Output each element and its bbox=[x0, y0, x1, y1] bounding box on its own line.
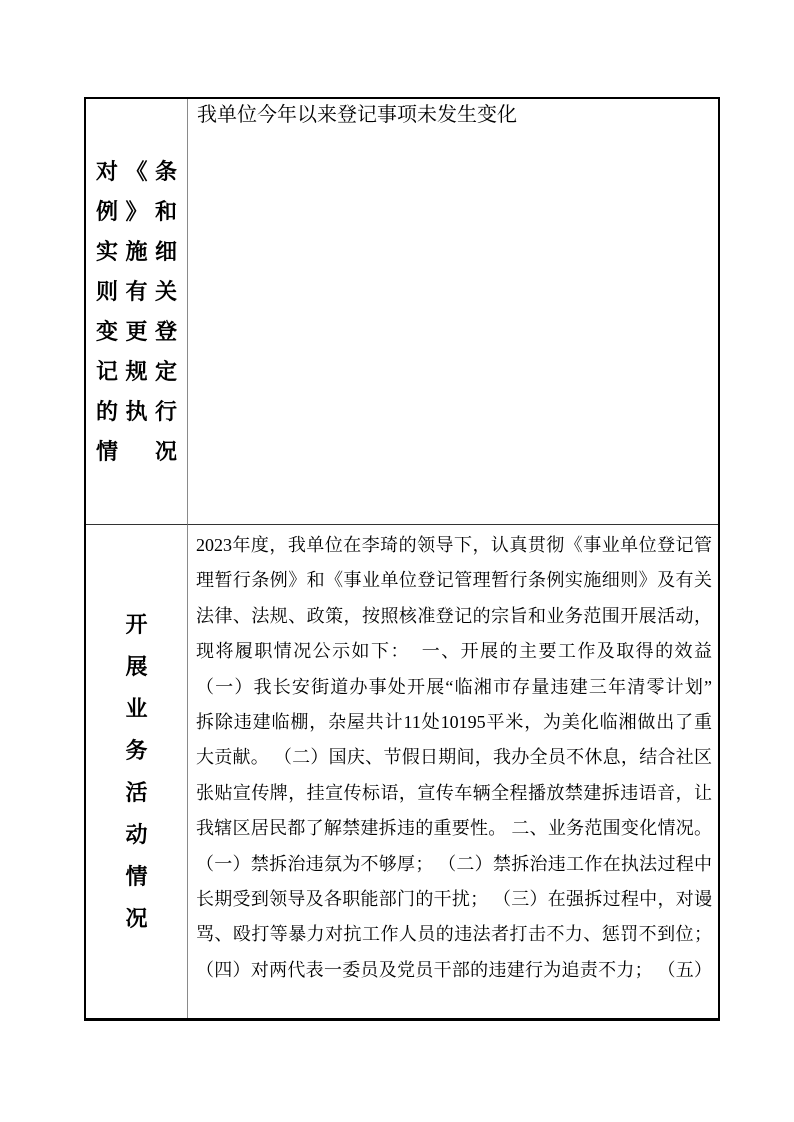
header-char: 展 bbox=[125, 653, 148, 679]
registration-report-table bbox=[84, 97, 720, 1021]
header-line: 情况 bbox=[96, 438, 177, 464]
header-char: 况 bbox=[125, 905, 148, 931]
header-line: 例》和 bbox=[96, 198, 177, 224]
paragraph-line: 骂、殴打等暴力对抗工作人员的违法者打击不力、惩罚不到位； bbox=[196, 924, 712, 945]
paragraph-line: 现将履职情况公示如下： 一、开展的主要工作及取得的效益 bbox=[196, 641, 712, 662]
header-char: 务 bbox=[125, 737, 148, 763]
paragraph-line: 理暂行条例》和《事业单位登记管理暂行条例实施细则》及有关 bbox=[196, 570, 712, 591]
header-char: 活 bbox=[125, 779, 148, 805]
header-line: 对《条 bbox=[96, 158, 177, 184]
header-line: 则有关 bbox=[96, 278, 177, 304]
header-line: 记规定 bbox=[96, 358, 177, 384]
paragraph-line: 长期受到领导及各职能部门的干扰； （三）在强拆过程中，对谩 bbox=[196, 889, 712, 910]
header-char: 开 bbox=[125, 611, 148, 637]
paragraph-line: （一）我长安街道办事处开展“临湘市存量违建三年清零计划” bbox=[196, 676, 712, 697]
business-activity-header-cell bbox=[86, 525, 188, 1018]
paragraph-line: （一）禁拆治违氛为不够厚； （二）禁拆治违工作在执法过程中 bbox=[196, 853, 712, 874]
paragraph-line: （四）对两代表一委员及党员干部的违建行为追责不力； （五） bbox=[196, 959, 712, 980]
header-line: 变更登 bbox=[96, 318, 177, 344]
change-registration-content-text: 我单位今年以来登记事项未发生变化 bbox=[197, 104, 517, 126]
header-char: 业 bbox=[125, 695, 148, 721]
header-char: 情 bbox=[125, 863, 148, 889]
header-line: 的执行 bbox=[96, 398, 177, 424]
paragraph-line: 拆除违建临棚，杂屋共计11处10195平米，为美化临湘做出了重 bbox=[196, 712, 712, 733]
change-registration-header-cell bbox=[86, 99, 188, 525]
business-activity-content-cell bbox=[188, 525, 718, 1018]
paragraph-line: 我辖区居民都了解禁建拆违的重要性。 二、业务范围变化情况。 bbox=[196, 818, 712, 839]
paragraph-line: 法律、法规、政策，按照核准登记的宗旨和业务范围开展活动， bbox=[196, 605, 712, 626]
change-registration-content-cell bbox=[188, 99, 718, 525]
paragraph-line: 大贡献。 （二）国庆、节假日期间，我办全员不休息，结合社区 bbox=[196, 747, 712, 768]
paragraph-line: 2023年度，我单位在李琦的领导下，认真贯彻《事业单位登记管 bbox=[196, 535, 712, 555]
paragraph-line: 张贴宣传牌，挂宣传标语，宣传车辆全程播放禁建拆违语音，让 bbox=[196, 782, 712, 803]
header-line: 实施细 bbox=[96, 238, 177, 264]
header-char: 动 bbox=[125, 821, 148, 847]
